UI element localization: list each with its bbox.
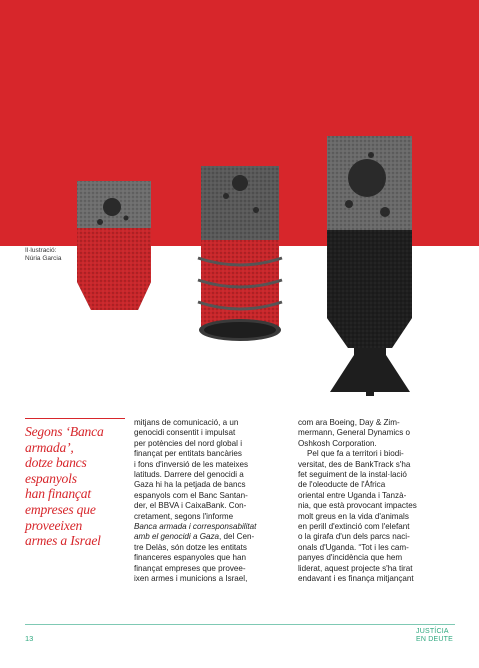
body-line: versitat, des de BankTrack s'ha (298, 459, 411, 469)
body-line: en perill d'extinció com l'elefant (298, 522, 410, 532)
body-line: mermann, General Dynamics o (298, 428, 411, 438)
body-line: financeres espanyoles que han (134, 553, 247, 563)
pull-quote-line: proveeixen (25, 517, 83, 533)
body-line: der, el BBVA i CaixaBank. Con- (134, 501, 247, 511)
body-line: panyes d'incidència que hem (298, 553, 403, 563)
pull-quote-line: armes a Israel (25, 533, 101, 549)
section-label-line: EN DEUTE (416, 636, 453, 643)
body-line: tre Delàs, són dotze les entitats (134, 542, 247, 552)
body-line: Pel que fa a territori i biodi- (298, 449, 404, 459)
footer-rule (25, 624, 455, 625)
body-line: oriental entre Uganda i Tanzà- (298, 490, 407, 500)
body-line: per potències del nord global i (134, 438, 242, 448)
pull-quote-line: empreses que (25, 501, 96, 517)
illustration-credit (25, 247, 85, 263)
body-line: espanyols com el Banc Santan- (134, 490, 248, 500)
pull-quote (25, 424, 129, 549)
body-line: genocidi consentit i impulsat (134, 428, 236, 438)
body-line: ixen armes i municions a Israel, (134, 574, 248, 584)
pull-quote-line: armada’, (25, 439, 74, 455)
credit-author: Núria Garcia (25, 255, 62, 262)
body-line: nia, que està provocant impactes (298, 501, 417, 511)
section-label (416, 628, 453, 644)
body-line: finançat per entitats bancàries (134, 449, 242, 459)
red-canister-illustration (77, 181, 151, 310)
body-line: de l'oleoducte de l'Àfrica (298, 480, 386, 490)
report-title-tail: , del Cen- (219, 532, 255, 542)
body-line: latituds. Darrere del genocidi a (134, 470, 244, 480)
section-label-line: JUSTÍCIA (416, 628, 449, 635)
pull-quote-line: han finançat (25, 486, 91, 502)
pull-quote-line: espanyols (25, 470, 77, 486)
pull-quote-line: Segons ‘Banca (25, 424, 104, 439)
body-line: i fons d'inversió de les mateixes (134, 459, 249, 469)
body-line: liderat, aquest projecte s'ha tirat (298, 563, 413, 573)
body-line: fet seguiment de la instal·lació (298, 470, 407, 480)
report-title-line (134, 532, 274, 542)
body-column-2 (298, 418, 442, 585)
body-line: molt greus en la vida d'animals (298, 511, 409, 521)
body-line: mitjans de comunicació, a un (134, 418, 239, 427)
barrel-illustration (198, 166, 282, 341)
body-line: com ara Boeing, Day & Zim- (298, 418, 400, 427)
pull-quote-line: dotze bancs (25, 455, 87, 471)
body-line: cretament, segons l'informe (134, 511, 234, 521)
body-line: endavant i es finança mitjançant (298, 574, 414, 584)
credit-label: Il·lustració: (25, 247, 57, 254)
body-line: Oshkosh Corporation. (298, 438, 377, 448)
pull-quote-rule (25, 418, 125, 419)
body-column-1 (134, 418, 274, 585)
body-line: Gaza hi ha la petjada de bancs (134, 480, 246, 490)
page-number: 13 (25, 634, 34, 643)
report-title-line: Banca armada i corresponsabilitat (134, 522, 257, 532)
body-line: onals d'Uganda. “Tot i les cam- (298, 542, 409, 552)
body-line: o la girafa d'un dels parcs naci- (298, 532, 410, 542)
report-title-italic: amb el genocidi a Gaza (134, 532, 220, 542)
bomb-illustration (327, 136, 412, 396)
body-line: finançat empreses que provee- (134, 563, 246, 573)
